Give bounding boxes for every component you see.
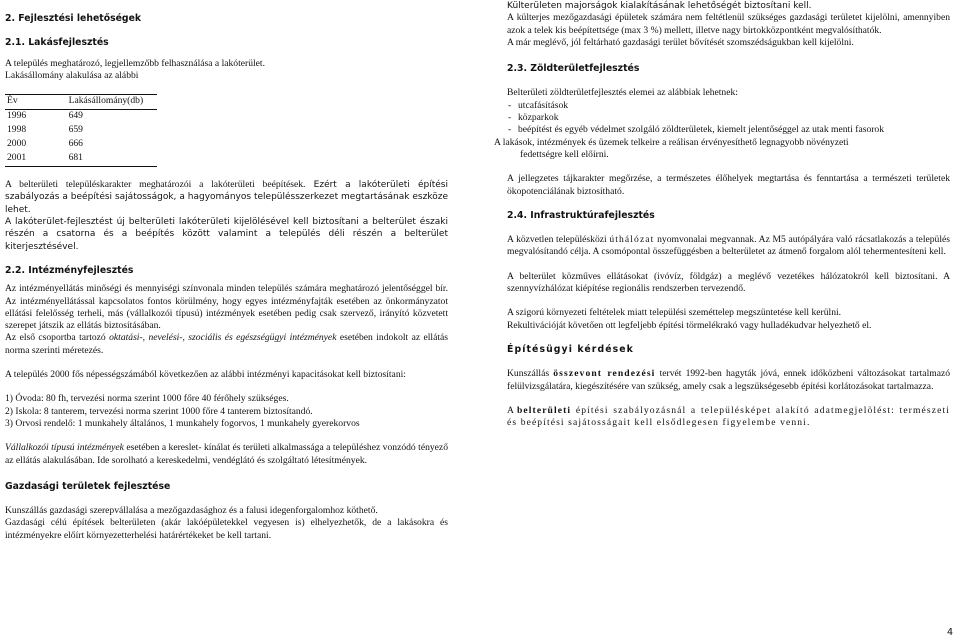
paragraph: A település meghatározó, legjellemzőbb felhasználása a lakóterület. bbox=[5, 57, 265, 69]
table-cell: 666 bbox=[68, 138, 83, 150]
table-row bbox=[5, 138, 157, 152]
table-header: Év bbox=[5, 95, 31, 110]
text: Az első csoportba tartozó bbox=[5, 332, 110, 344]
subsection-heading: 2.3. Zöldterületfejlesztés bbox=[507, 63, 640, 75]
text: Kunszállás bbox=[507, 368, 554, 380]
text: oktatási-, nevelési-, szociális és egészségügyi intézmények bbox=[109, 332, 337, 344]
paragraph bbox=[5, 442, 448, 467]
paragraph: Rekultivációját követően ott legfeljebb építési törmelékrakó vagy hulladékudvar helyezhető el. bbox=[507, 319, 872, 331]
text: A bbox=[507, 404, 517, 416]
list-item: 1) Óvoda: 80 fh, tervezési norma szerint 1000 főre 40 férőhely szükséges. bbox=[5, 393, 289, 405]
section-heading: 2. Fejlesztési lehetőségek bbox=[5, 13, 142, 24]
paragraph bbox=[5, 179, 448, 216]
text: A közvetlen településközi bbox=[507, 234, 610, 246]
table-cell: 659 bbox=[68, 124, 83, 136]
table-header: Lakásállomány(db) bbox=[31, 95, 157, 110]
text: esetében a kereslet- kínálat és területi alkalmassága a településhez vonzódó tényező az ellátás alakulásában. Ide sorolható a kereskedelmi, vendéglátó és szolgáltató létesítmények. bbox=[5, 442, 448, 466]
housing-table bbox=[5, 94, 157, 167]
paragraph: A település 2000 fős népességszámából következően az alábbi intézményi kapacitásokat kell biztosítani: bbox=[5, 369, 406, 381]
green-list bbox=[507, 100, 950, 137]
paragraph: A jellegzetes tájkarakter megőrzése, a természetes élőhelyek megtartása és fenntartása a természeti területek ökopotenciálának biztosítható. bbox=[507, 173, 950, 197]
paragraph: A külterjes mezőgazdasági épületek számára nem feltétlenül szükséges gazdasági területet kijelölni, amennyiben azok a telek kis beépítettsége (max 3 %) mellett, illetve nagy birtokközpontként megvalósíthatók. bbox=[507, 12, 950, 36]
table-row bbox=[5, 152, 157, 167]
table-cell: 1996 bbox=[7, 110, 27, 122]
subsection-heading: Építésügyi kérdések bbox=[507, 343, 634, 355]
table-row bbox=[5, 124, 157, 138]
subsection-heading: Gazdasági területek fejlesztése bbox=[5, 480, 171, 492]
paragraph: A már meglévő, jól feltárható gazdasági terület bővítését szomszédságukban kell kijelölni. bbox=[507, 36, 854, 48]
subsection-heading: 2.2. Intézményfejlesztés bbox=[5, 264, 134, 276]
table-cell: 2000 bbox=[7, 138, 27, 150]
paragraph: Belterületi zöldterületfejlesztés elemei az alábbiak lehetnek: bbox=[507, 87, 738, 99]
table-cell: 2001 bbox=[5, 152, 31, 167]
text: építési szabályozásnál a településképet alakító adatmegjelölést: természeti és beépítési sajátosságait kell elsődlegesen figyelembe venni. bbox=[507, 404, 950, 429]
paragraph: Az intézményellátás minőségi és mennyiségi színvonala minden település számára meghatározó jelentőséggel bír. Az intézményellátással kapcsolatos fontos körülmény, hogy egyes intézményfajták esetében az önkormányzatot ellátási felelősség terheli, más (vállalkozói típusú) intézmények esetében pedig csak szervező, irányító közvetett szerepet játszik az ellátás biztosításában. bbox=[5, 283, 448, 332]
subsection-heading: 2.1. Lakásfejlesztés bbox=[5, 37, 109, 49]
table-cell: 649 bbox=[68, 110, 83, 122]
paragraph bbox=[5, 332, 448, 357]
paragraph bbox=[507, 368, 950, 393]
paragraph: Külterületen majorságok kialakításának lehetőségét biztosítani kell. bbox=[507, 1, 812, 11]
paragraph bbox=[507, 234, 950, 259]
paragraph: A lakások, intézmények és üzemek telkeire a reálisan érvényesíthető legnagyobb növényzeti bbox=[494, 136, 849, 148]
list-item: - utcafásítások bbox=[507, 100, 950, 112]
list-item: 2) Iskola: 8 tanterem, tervezési norma szerint 1000 főre 4 tanterem biztosítandó. bbox=[5, 405, 313, 417]
left-column bbox=[5, 13, 448, 542]
text: esetében indokolt az ellátás norma szerinti méretezés. bbox=[5, 332, 448, 356]
subsection-heading: 2.4. Infrastruktúrafejlesztés bbox=[507, 209, 655, 221]
paragraph: fedettségre kell előírni. bbox=[520, 148, 609, 160]
text: nyomvonalai megvannak. Az M5 autópályára való rácsatlakozás a település megvalósítandó célja. A csomópontal összefüggésben a belterületet az átmenő forgalom alól tehermentesíteni kell. bbox=[507, 234, 950, 258]
table-header-row bbox=[5, 95, 157, 110]
table-cell: 1998 bbox=[7, 124, 27, 136]
text: A belterületi településkarakter meghatározói a lakóterületi beépítések. bbox=[5, 179, 306, 191]
paragraph: A belterület közműves ellátásokat (ivóvíz, földgáz) a meglévő vezetékes hálózatokról kell biztosítani. A szennyvízhálózat kiépítése regionális rendszerben tervezendő. bbox=[507, 270, 950, 295]
text: Ezért a lakóterületi építési szabályozás a beépítési sajátosságok, a hagyományos településszerkezet megtartásának eszköze lehet. bbox=[5, 180, 448, 215]
paragraph bbox=[507, 405, 950, 430]
paragraph: A lakóterület-fejlesztést új belterületi lakóterületi kijelölésével kell biztosítani a belterület északi részén a csatorna és a beépítés között valamint a település déli részén a belterület kiterjesztésével. bbox=[5, 217, 448, 252]
paragraph: Lakásállomány alakulása az alábbi bbox=[5, 69, 139, 81]
text: Vállalkozói típusú intézmények bbox=[5, 442, 124, 454]
text: belterületi bbox=[516, 404, 572, 416]
text: tervét 1992-ben hagyták jóvá, ennek időközbeni változásokat tartalmazó felülvizsgálatára, kiegészítésére van szükség, amely csak a legszükségesebb építési korlátozásokat tartalmazza. bbox=[507, 368, 951, 392]
list-item: 3) Orvosi rendelő: 1 munkahely általános, 1 munkahely fogorvos, 1 munkahely gyerekorvos bbox=[5, 417, 360, 429]
list-item: - beépítést és egyéb védelmet szolgáló zöldterületek, kiemelt jelentőséggel az utak menti fasorok bbox=[507, 124, 950, 136]
text: összevont rendezési bbox=[553, 368, 656, 380]
text: úthálózat bbox=[609, 234, 655, 246]
paragraph: A szigorú környezeti feltételek miatt települési szeméttelep megszüntetése kell kerülni. bbox=[507, 307, 842, 319]
page-number: 4 bbox=[946, 627, 953, 638]
list-item: - közparkok bbox=[507, 112, 950, 124]
paragraph: Kunszállás gazdasági szerepvállalása a mezőgazdasághoz és a falusi idegenforgalomhoz köthető. bbox=[5, 505, 378, 517]
table-row bbox=[5, 110, 157, 125]
table-cell: 681 bbox=[31, 152, 157, 167]
paragraph: Gazdasági célú építések belterületen (akár lakóépületekkel vegyesen is) elhelyezhetők, de a lakásokra és intézményekre előírt környezetterhelési határértékeket be kell tartani. bbox=[5, 517, 448, 541]
right-column bbox=[494, 0, 951, 429]
